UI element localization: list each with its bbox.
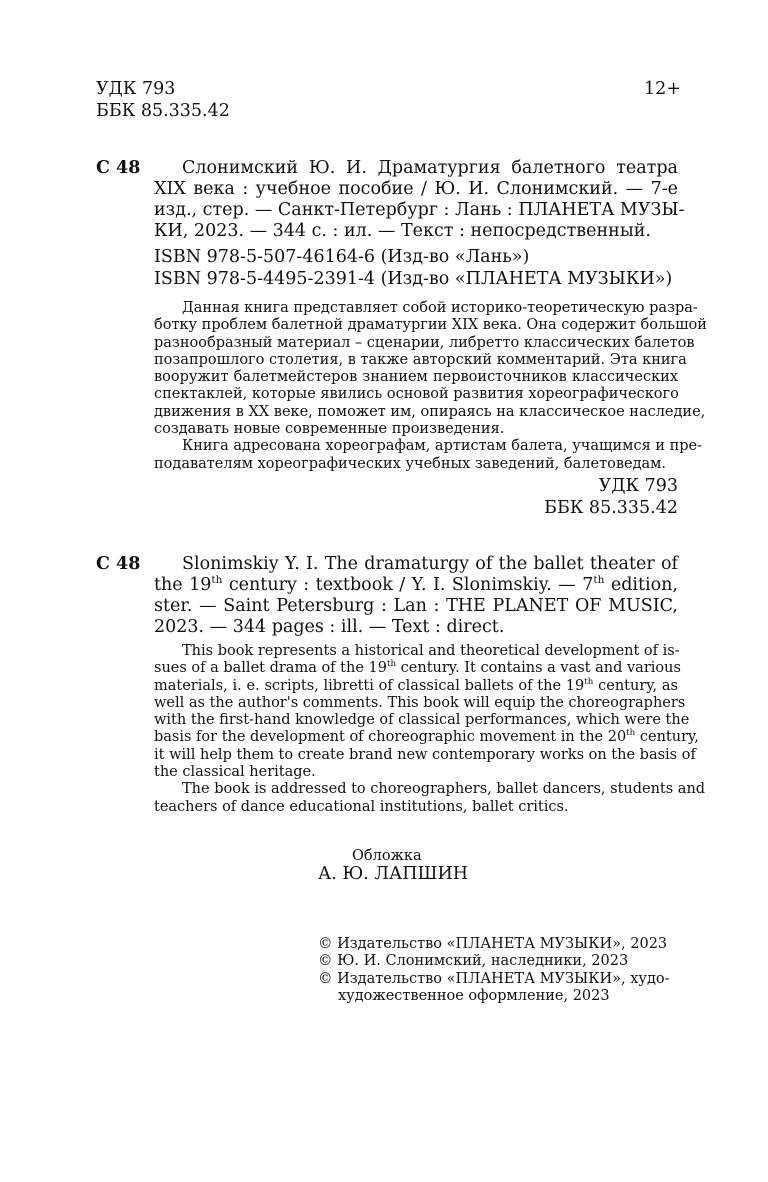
en-annotation-line-4: well as the author's comments. This book will equip the choreographers: [154, 694, 686, 711]
ordinal-suffix: th: [626, 728, 636, 739]
en-annotation-line-1: This book represents a historical and theoretical development of is-: [182, 643, 680, 659]
ru-annotation: [154, 300, 707, 473]
ordinal-suffix: th: [386, 659, 397, 670]
ru-annotation-line-9: Книга адресована хореографам, артистам балета, учащимся и пре-: [182, 438, 703, 455]
en-annotation-line-6-b: century,: [635, 729, 699, 746]
header-udk: УДК 793: [96, 79, 176, 99]
ru-udk: УДК 793: [598, 476, 678, 496]
ru-annotation-line-8: создавать новые современные произведения.: [154, 421, 505, 438]
ru-annotation-line-6: спектаклей, которые явились основой развития хореографического: [154, 386, 679, 403]
ru-biblio-line-3: изд., стер. — Санкт-Петербург : Лань : ПЛАНЕТА МУЗЫ-: [154, 200, 685, 220]
en-annotation-line-3: [154, 678, 678, 695]
ru-biblio-line-2: XIX века : учебное пособие / Ю. И. Слонимский. — 7-е: [154, 179, 678, 199]
isbn-planet: ISBN 978-5-4495-2391-4 (Изд-во «ПЛАНЕТА МУЗЫКИ»): [154, 269, 673, 289]
copyright-line-4: художественное оформление, 2023: [338, 987, 610, 1004]
en-biblio-line-1: Slonimskiy Y. I. The dramaturgy of the ballet theater of: [182, 554, 678, 574]
header-bbk: ББК 85.335.42: [96, 101, 230, 121]
en-annotation-line-8: the classical heritage.: [154, 764, 316, 781]
en-annotation-line-7: it will help them to create brand new contemporary works on the basis of: [154, 746, 696, 763]
ordinal-suffix: th: [593, 574, 605, 587]
ordinal-suffix: th: [211, 574, 223, 587]
ru-annotation-line-2: ботку проблем балетной драматургии XIX века. Она содержит большой: [154, 317, 707, 334]
copyright-line-2: © Ю. И. Слонимский, наследники, 2023: [318, 953, 629, 970]
ru-annotation-line-1: Данная книга представляет собой историко-теоретическую разра-: [182, 300, 698, 316]
en-annotation-line-6: [154, 728, 699, 746]
ru-annotation-line-7: движения в XX веке, поможет им, опираясь на классическое наследие,: [154, 403, 706, 420]
en-annotation-line-2: [154, 659, 681, 677]
en-annotation-line-2-b: century. It contains a vast and various: [396, 660, 681, 677]
ru-annotation-line-10: подавателям хореографических учебных заведений, балетоведам.: [154, 455, 667, 472]
copyright-block: [318, 936, 670, 1005]
en-annotation-line-5: with the first-hand knowledge of classical performances, which were the: [154, 712, 690, 729]
ru-biblio-line-1: Слонимский Ю. И. Драматургия балетного театра: [182, 158, 678, 178]
ru-bbk: ББК 85.335.42: [544, 498, 678, 518]
ru-annotation-line-5: вооружит балетмейстеров знанием первоисточников классических: [154, 369, 678, 386]
en-biblio-line-2: [154, 575, 678, 596]
copyright-line-3: © Издательство «ПЛАНЕТА МУЗЫКИ», худо-: [318, 970, 670, 987]
isbn-lan: ISBN 978-5-507-46164-6 (Изд-во «Лань»): [154, 247, 530, 267]
copyright-line-1: © Издательство «ПЛАНЕТА МУЗЫКИ», 2023: [318, 936, 668, 952]
en-biblio-line-4: 2023. — 344 pages : ill. — Text : direct.: [154, 617, 505, 637]
ru-bibliographic-record: [154, 158, 685, 242]
ru-biblio-line-4: КИ, 2023. — 344 с. : ил. — Текст : непосредственный.: [154, 221, 651, 241]
en-annotation-line-9: The book is addressed to choreographers, ballet dancers, students and: [182, 781, 706, 798]
en-annotation-line-10: teachers of dance educational institutions, ballet critics.: [154, 798, 569, 815]
en-entry-code: С 48: [96, 554, 141, 574]
ru-annotation-line-4: позапрошлого столетия, в также авторский комментарий. Эта книга: [154, 351, 687, 368]
en-annotation-line-3-a: materials, i. e. scripts, libretti of classical ballets of the 19: [154, 677, 585, 694]
ru-entry-code: С 48: [96, 158, 141, 178]
en-biblio-line-2-a: the 19: [154, 575, 212, 595]
en-annotation-line-6-a: basis for the development of choreographic movement in the 20: [154, 729, 627, 746]
ru-annotation-line-3: разнообразный материал – сценарии, либретто классических балетов: [154, 334, 695, 351]
en-biblio-line-3: ster. — Saint Petersburg : Lan : THE PLANET OF MUSIC,: [154, 596, 678, 616]
en-bibliographic-record: [154, 554, 678, 638]
age-rating: 12+: [644, 79, 681, 99]
cover-label: Обложка: [352, 848, 422, 864]
en-annotation-line-2-a: sues of a ballet drama of the 19: [154, 660, 387, 677]
cover-designer: А. Ю. ЛАПШИН: [318, 864, 468, 884]
en-biblio-line-2-b: century : textbook / Y. I. Slonimskiy. — 7: [222, 575, 594, 595]
en-annotation-line-3-b: century, as: [593, 677, 678, 694]
ordinal-suffix: th: [584, 676, 594, 687]
en-biblio-line-2-c: edition,: [604, 575, 678, 595]
en-annotation: [154, 643, 706, 816]
